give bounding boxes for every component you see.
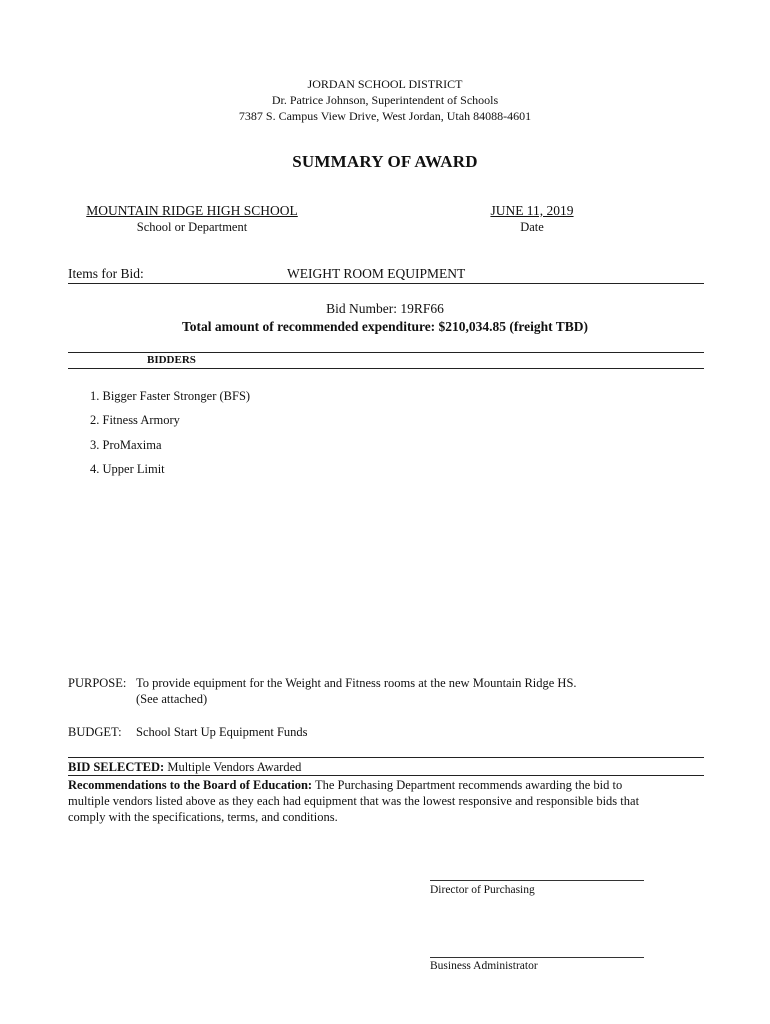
date-label: Date — [520, 220, 544, 234]
recommendations-line-1: The Purchasing Department recommends awarding the bid to — [315, 778, 623, 792]
bid-number: Bid Number: 19RF66 — [326, 301, 444, 316]
page-title: SUMMARY OF AWARD — [292, 152, 478, 171]
purpose-note: (See attached) — [136, 692, 208, 706]
bidders-heading: BIDDERS — [147, 354, 196, 366]
district-address: 7387 S. Campus View Drive, West Jordan, Utah 84088-4601 — [238, 109, 532, 123]
signature-line-director — [430, 880, 644, 881]
recommendations-line-3: comply with the specifications, terms, and conditions. — [68, 810, 338, 824]
bidder-item: 1. Bigger Faster Stronger (BFS) — [90, 389, 251, 403]
bidder-item: 4. Upper Limit — [90, 462, 165, 476]
bid-selected-top-rule — [68, 757, 704, 758]
purpose-label: PURPOSE: — [68, 676, 127, 690]
signature-title-administrator: Business Administrator — [430, 960, 538, 972]
purpose-text: To provide equipment for the Weight and Fitness rooms at the new Mountain Ridge HS. — [136, 676, 577, 690]
school-name: MOUNTAIN RIDGE HIGH SCHOOL — [86, 203, 298, 218]
budget-label: BUDGET: — [68, 725, 122, 739]
items-divider — [68, 283, 704, 284]
items-for-bid-label: Items for Bid: — [68, 266, 144, 281]
school-label: School or Department — [136, 220, 248, 234]
bidder-item: 3. ProMaxima — [90, 438, 162, 452]
bidders-bottom-rule — [68, 368, 704, 369]
bid-selected-text: Multiple Vendors Awarded — [167, 760, 302, 774]
total-expenditure: Total amount of recommended expenditure: $210,034.85 (freight TBD) — [181, 319, 589, 334]
bid-selected-bottom-rule — [68, 775, 704, 776]
signature-line-administrator — [430, 957, 644, 958]
bidders-top-rule — [68, 352, 704, 353]
recommendations-label: Recommendations to the Board of Education: — [68, 778, 313, 792]
award-date: JUNE 11, 2019 — [490, 203, 574, 218]
bidder-item: 2. Fitness Armory — [90, 413, 180, 427]
budget-text: School Start Up Equipment Funds — [136, 725, 308, 739]
signature-title-director: Director of Purchasing — [430, 884, 535, 896]
district-name: JORDAN SCHOOL DISTRICT — [307, 77, 463, 91]
superintendent-line: Dr. Patrice Johnson, Superintendent of Schools — [271, 93, 499, 107]
items-for-bid-value: WEIGHT ROOM EQUIPMENT — [287, 266, 466, 281]
recommendations-line-2: multiple vendors listed above as they each had equipment that was the lowest responsive and responsible bids that — [68, 794, 640, 808]
bid-selected-label: BID SELECTED: — [68, 760, 165, 774]
